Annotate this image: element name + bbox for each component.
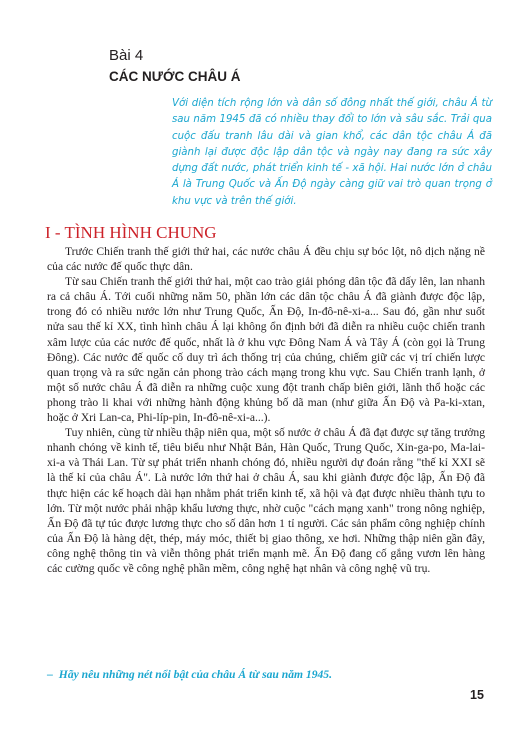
lesson-title: CÁC NƯỚC CHÂU Á (109, 69, 241, 84)
lesson-number: Bài 4 (109, 47, 144, 64)
body-paragraph: Trước Chiến tranh thế giới thứ hai, các nước châu Á đều chịu sự bóc lột, nô dịch nặng nề của các nước đế quốc thực dân. (47, 245, 485, 274)
body-paragraph: Tuy nhiên, cùng từ nhiều thập niên qua, một số nước ở châu Á đã đạt được sự tăng trưởng nhanh chóng về kinh tế, tiêu biểu như Nhật Bản, Hàn Quốc, Trung Quốc, Xin-ga-po, Ma-lai-xi-a và Thái Lan. Từ sự phát triển nhanh chóng đó, nhiều người dự đoán rằng "thế kỉ XXI sẽ là thế kỉ của châu Á". Là nước lớn thứ hai ở châu Á, sau khi giành được độc lập, Ấn Độ đã thực hiện các kế hoạch dài hạn nhằm phát triển kinh tế, xã hội và đạt được nhiều thành tựu to lớn. Từ một nước phải nhập khẩu lương thực, nhờ cuộc "cách mạng xanh" trong nông nghiệp, Ấn Độ đã tự túc được lương thực cho số dân hơn 1 tỉ người. Các sản phẩm công nghiệp chính của Ấn Độ là hàng dệt, thép, máy móc, thiết bị giao thông, xe hơi. Những thập niên gần đây, công nghệ thông tin và viễn thông phát triển mạnh mẽ. Ấn Độ đang cố gắng vươn lên hàng các cường quốc về công nghệ phần mềm, công nghệ hạt nhân và công nghệ vũ trụ. (47, 426, 485, 575)
lesson-intro: Với diện tích rộng lớn và dân số đông nhất thế giới, châu Á từ sau năm 1945 đã có nhiều thay đổi to lớn và sâu sắc. Trải qua cuộc đấu tranh lâu dài và gian khổ, các dân tộc châu Á đã giành lại được độc lập dân tộc và ngày nay đang ra sức xây dựng đất nước, phát triển kinh tế - xã hội. Hai nước lớn ở châu Á là Trung Quốc và Ấn Độ ngày càng giữ vai trò quan trọng ở khu vực và trên thế giới. (172, 98, 492, 207)
review-question (47, 667, 487, 682)
question-text: Hãy nêu những nét nổi bật của châu Á từ sau năm 1945. (58, 668, 332, 681)
section-heading: I - TÌNH HÌNH CHUNG (45, 223, 217, 242)
section-body (47, 244, 485, 576)
body-paragraph: Từ sau Chiến tranh thế giới thứ hai, một cao trào giải phóng dân tộc đã dấy lên, lan nhanh ra cả châu Á. Tới cuối những năm 50, phần lớn các dân tộc châu Á đã giành được độc lập, trong đó có nhiều nước lớn như Trung Quốc, Ấn Độ, In-đô-nê-xi-a... Sau đó, gần như suốt nửa sau thế kỉ XX, tình hình châu Á lại không ổn định bởi đã diễn ra nhiều cuộc chiến tranh xâm lược của các nước đế quốc, nhất là ở khu vực Đông Nam Á và Tây Á (còn gọi là Trung Đông). Các nước đế quốc cố duy trì ách thống trị của chúng, chiếm giữ các vị trí chiến lược quan trọng và ra sức ngăn cản phong trào cách mạng trong khu vực. Sau Chiến tranh lạnh, ở một số nước châu Á đã diễn ra những cuộc xung đột tranh chấp biên giới, lãnh thổ hoặc các phong trào li khai với những hành động khủng bố dã man (như giữa Ấn Độ và Pa-ki-xtan, hoặc ở Xri Lan-ca, Phi-líp-pin, In-đô-nê-xi-a...). (47, 275, 485, 425)
question-dash: – (47, 668, 53, 681)
page-number: 15 (470, 688, 484, 702)
